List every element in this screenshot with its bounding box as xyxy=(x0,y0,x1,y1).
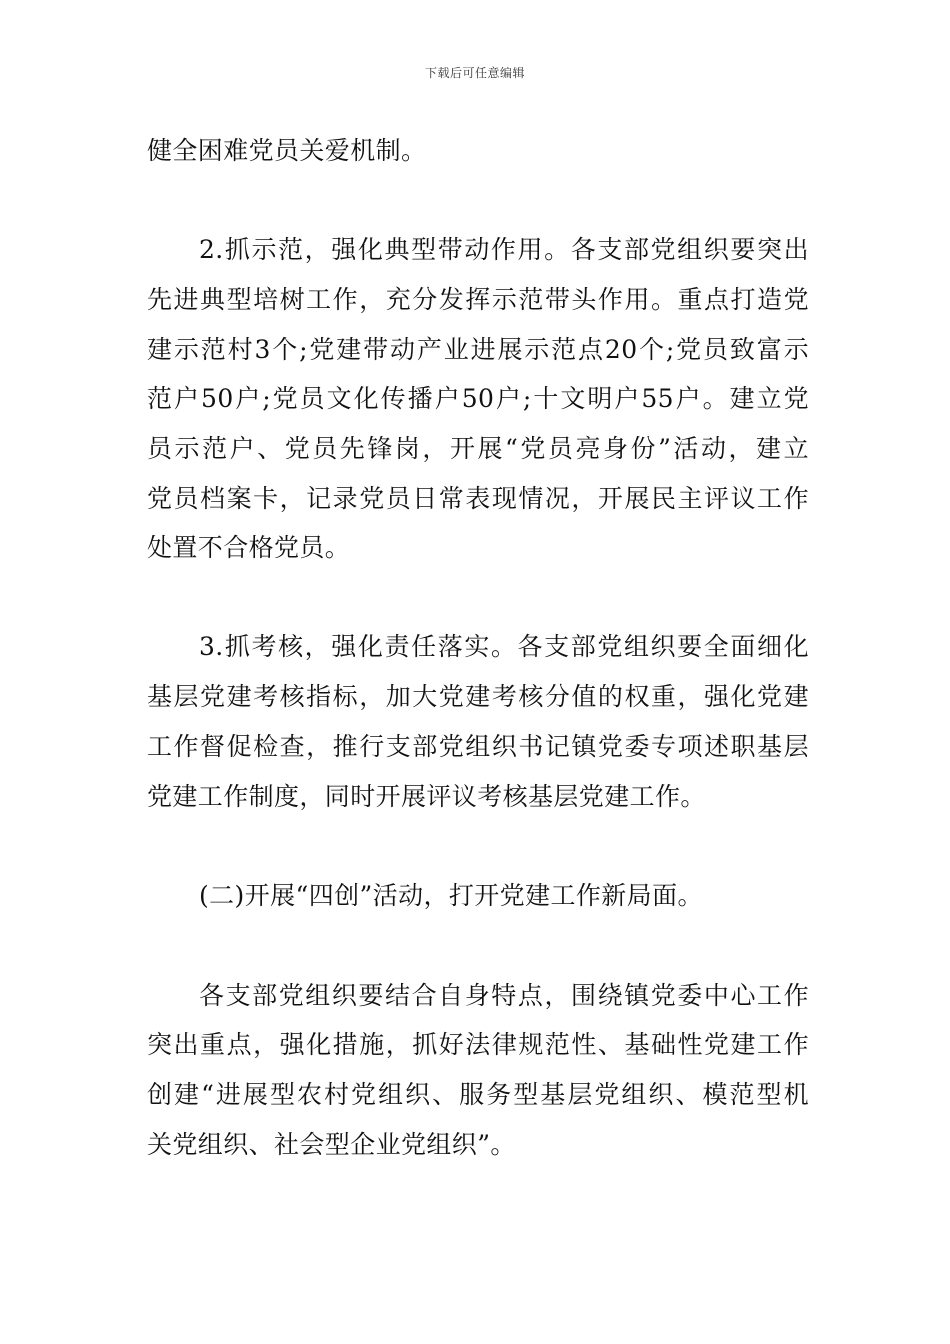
paragraph-5-line-3: 创建“进展型农村党组织、服务型基层党组织、模范型机 xyxy=(147,1080,809,1109)
paragraph-4-line-1: (二)开展“四创”活动，打开党建工作新局面。 xyxy=(199,881,703,910)
paragraph-1-line-1: 健全困难党员关爱机制。 xyxy=(147,136,427,165)
paragraph-3-line-1: 3.抓考核，强化责任落实。各支部党组织要全面细化 xyxy=(199,632,809,661)
page-header: 下载后可任意编辑 xyxy=(424,66,525,80)
paragraph-2-line-4: 范户50户;党员文化传播户50户;十文明户55户。建立党 xyxy=(147,384,809,413)
paragraph-2-line-1: 2.抓示范，强化典型带动作用。各支部党组织要突出 xyxy=(199,235,809,264)
paragraph-2-line-2: 先进典型培树工作，充分发挥示范带头作用。重点打造党 xyxy=(147,285,809,314)
paragraph-2-line-6: 党员档案卡，记录党员日常表现情况，开展民主评议工作 xyxy=(147,484,809,513)
paragraph-3-line-3: 工作督促检查，推行支部党组织书记镇党委专项述职基层 xyxy=(147,732,809,761)
paragraph-2-line-7: 处置不合格党员。 xyxy=(147,533,351,562)
paragraph-2-line-5: 员示范户、党员先锋岗，开展“党员亮身份”活动，建立 xyxy=(147,434,809,463)
paragraph-5-line-1: 各支部党组织要结合自身特点，围绕镇党委中心工作 xyxy=(199,981,809,1010)
paragraph-5-line-2: 突出重点，强化措施，抓好法律规范性、基础性党建工作 xyxy=(147,1030,809,1059)
paragraph-3-line-2: 基层党建考核指标，加大党建考核分值的权重，强化党建 xyxy=(147,682,809,711)
paragraph-2-line-3: 建示范村3个;党建带动产业进展示范点20个;党员致富示 xyxy=(147,335,809,364)
paragraph-5-line-4: 关党组织、社会型企业党组织”。 xyxy=(147,1130,516,1159)
paragraph-3-line-4: 党建工作制度，同时开展评议考核基层党建工作。 xyxy=(147,782,706,811)
